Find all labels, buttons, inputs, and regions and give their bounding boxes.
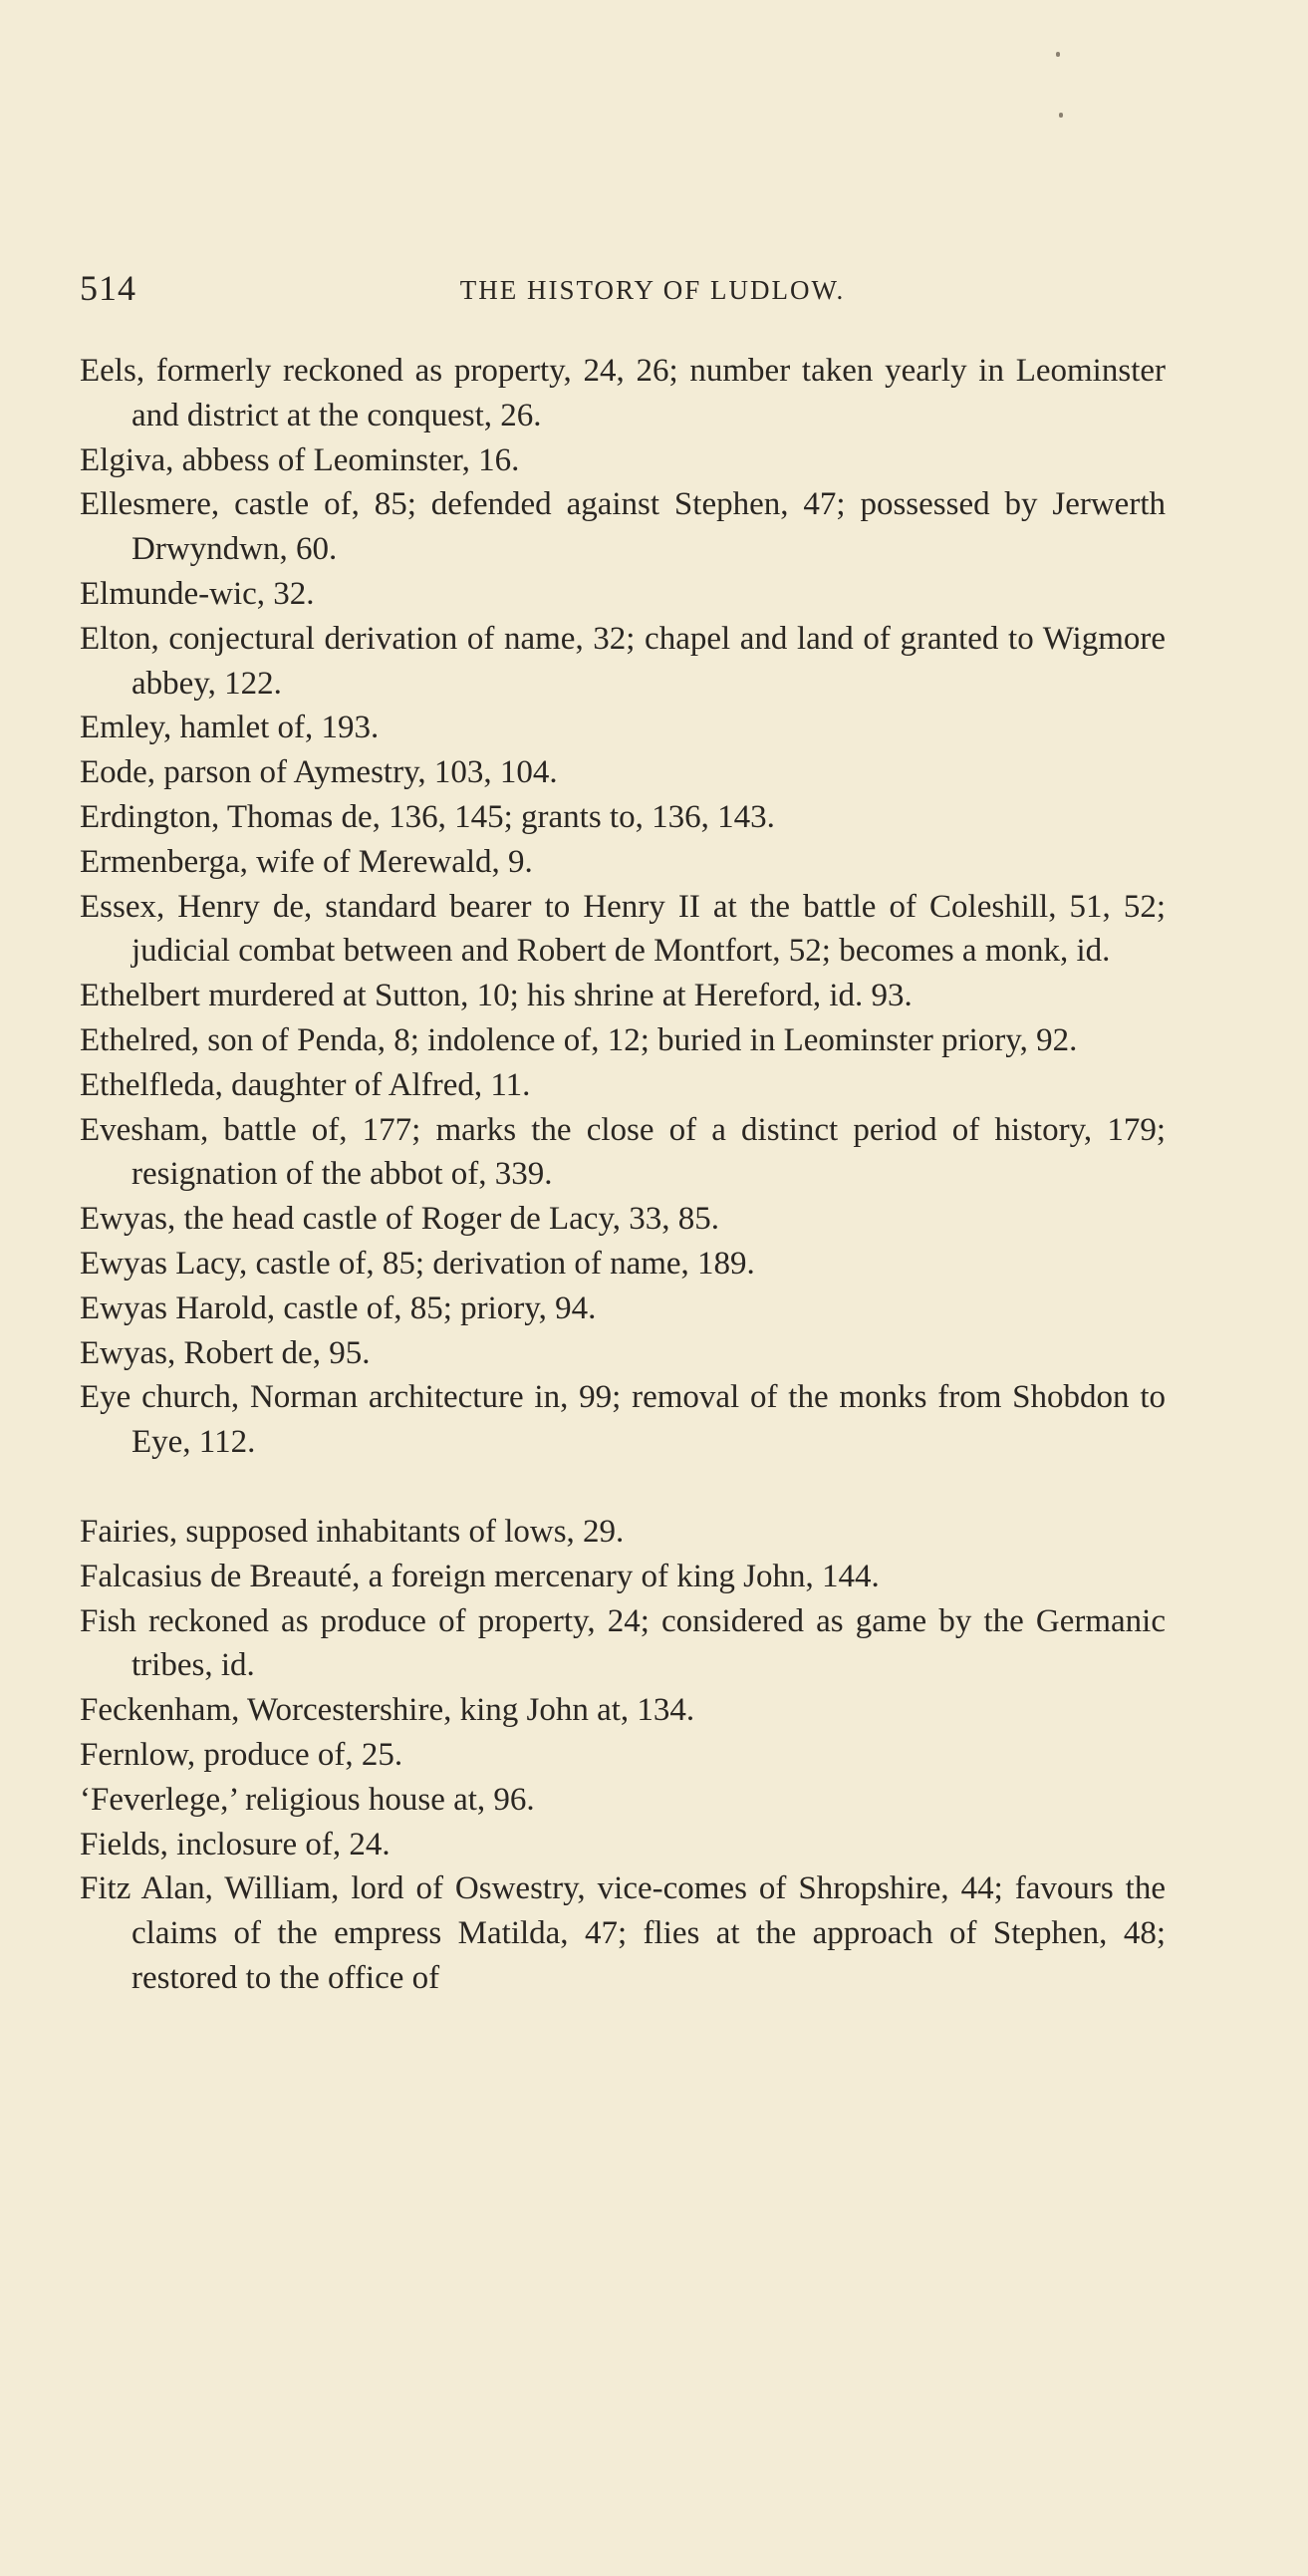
running-title: THE HISTORY OF LUDLOW.	[459, 275, 846, 305]
index-entry: Evesham, battle of, 177; marks the close of a distinct period of history, 179; resignation of the abbot of, 339.	[80, 1111, 1166, 1193]
page-speck	[1059, 113, 1063, 118]
index-list	[80, 349, 1166, 2001]
index-entry: Fish reckoned as produce of property, 24; considered as game by the Germanic tribes, id.	[80, 1602, 1166, 1684]
index-entry: Feckenham, Worcestershire, king John at, 134.	[80, 1692, 695, 1729]
index-entry: Ewyas, Robert de, 95.	[80, 1334, 371, 1371]
page-number: 514	[80, 268, 136, 308]
index-entry: Fairies, supposed inhabitants of lows, 29.	[80, 1513, 625, 1550]
index-entry: Fernlow, produce of, 25.	[80, 1736, 403, 1773]
index-entry: Emley, hamlet of, 193.	[80, 710, 380, 746]
index-entry: Ethelbert murdered at Sutton, 10; his shrine at Hereford, id. 93.	[80, 978, 913, 1014]
index-entry: Elmunde-wic, 32.	[80, 575, 315, 612]
index-entry: Erdington, Thomas de, 136, 145; grants to, 136, 143.	[80, 798, 775, 835]
index-entry: Ethelred, son of Penda, 8; indolence of, 12; buried in Leominster priory, 92.	[80, 1021, 1078, 1058]
page-header	[80, 267, 1185, 317]
index-entry: Eye church, Norman architecture in, 99; removal of the monks from Shobdon to Eye, 112.	[80, 1379, 1166, 1461]
page-speck	[1056, 52, 1060, 57]
index-entry: Ethelfleda, daughter of Alfred, 11.	[80, 1066, 531, 1103]
index-entry: ‘Feverlege,’ religious house at, 96.	[80, 1781, 535, 1818]
index-entry: Elton, conjectural derivation of name, 32; chapel and land of granted to Wigmore abbey, 122.	[80, 620, 1166, 702]
index-entry: Eels, formerly reckoned as property, 24, 26; number taken yearly in Leominster and district at the conquest, 26.	[80, 353, 1166, 433]
index-entry: Ewyas, the head castle of Roger de Lacy, 33, 85.	[80, 1201, 720, 1238]
index-entry: Eode, parson of Aymestry, 103, 104.	[80, 754, 558, 791]
index-entry: Falcasius de Breauté, a foreign mercenary of king John, 144.	[80, 1558, 880, 1594]
index-entry: Ewyas Harold, castle of, 85; priory, 94.	[80, 1289, 597, 1326]
index-entry: Fitz Alan, William, lord of Oswestry, vice-comes of Shropshire, 44; favours the claims of the empress Matilda, 47; flies at the approach of Stephen, 48; restored to the office of	[80, 1870, 1166, 1996]
index-entry: Elgiva, abbess of Leominster, 16.	[80, 441, 520, 478]
index-entry: Ermenberga, wife of Merewald, 9.	[80, 843, 533, 880]
index-entry: Ellesmere, castle of, 85; defended against Stephen, 47; possessed by Jerwerth Drwyndwn, 60.	[80, 486, 1166, 568]
index-entry: Fields, inclosure of, 24.	[80, 1826, 391, 1862]
index-entry: Essex, Henry de, standard bearer to Henry II at the battle of Coleshill, 51, 52; judicial combat between and Robert de Montfort, 52; becomes a monk, id.	[80, 888, 1166, 970]
index-entry: Ewyas Lacy, castle of, 85; derivation of name, 189.	[80, 1245, 755, 1282]
